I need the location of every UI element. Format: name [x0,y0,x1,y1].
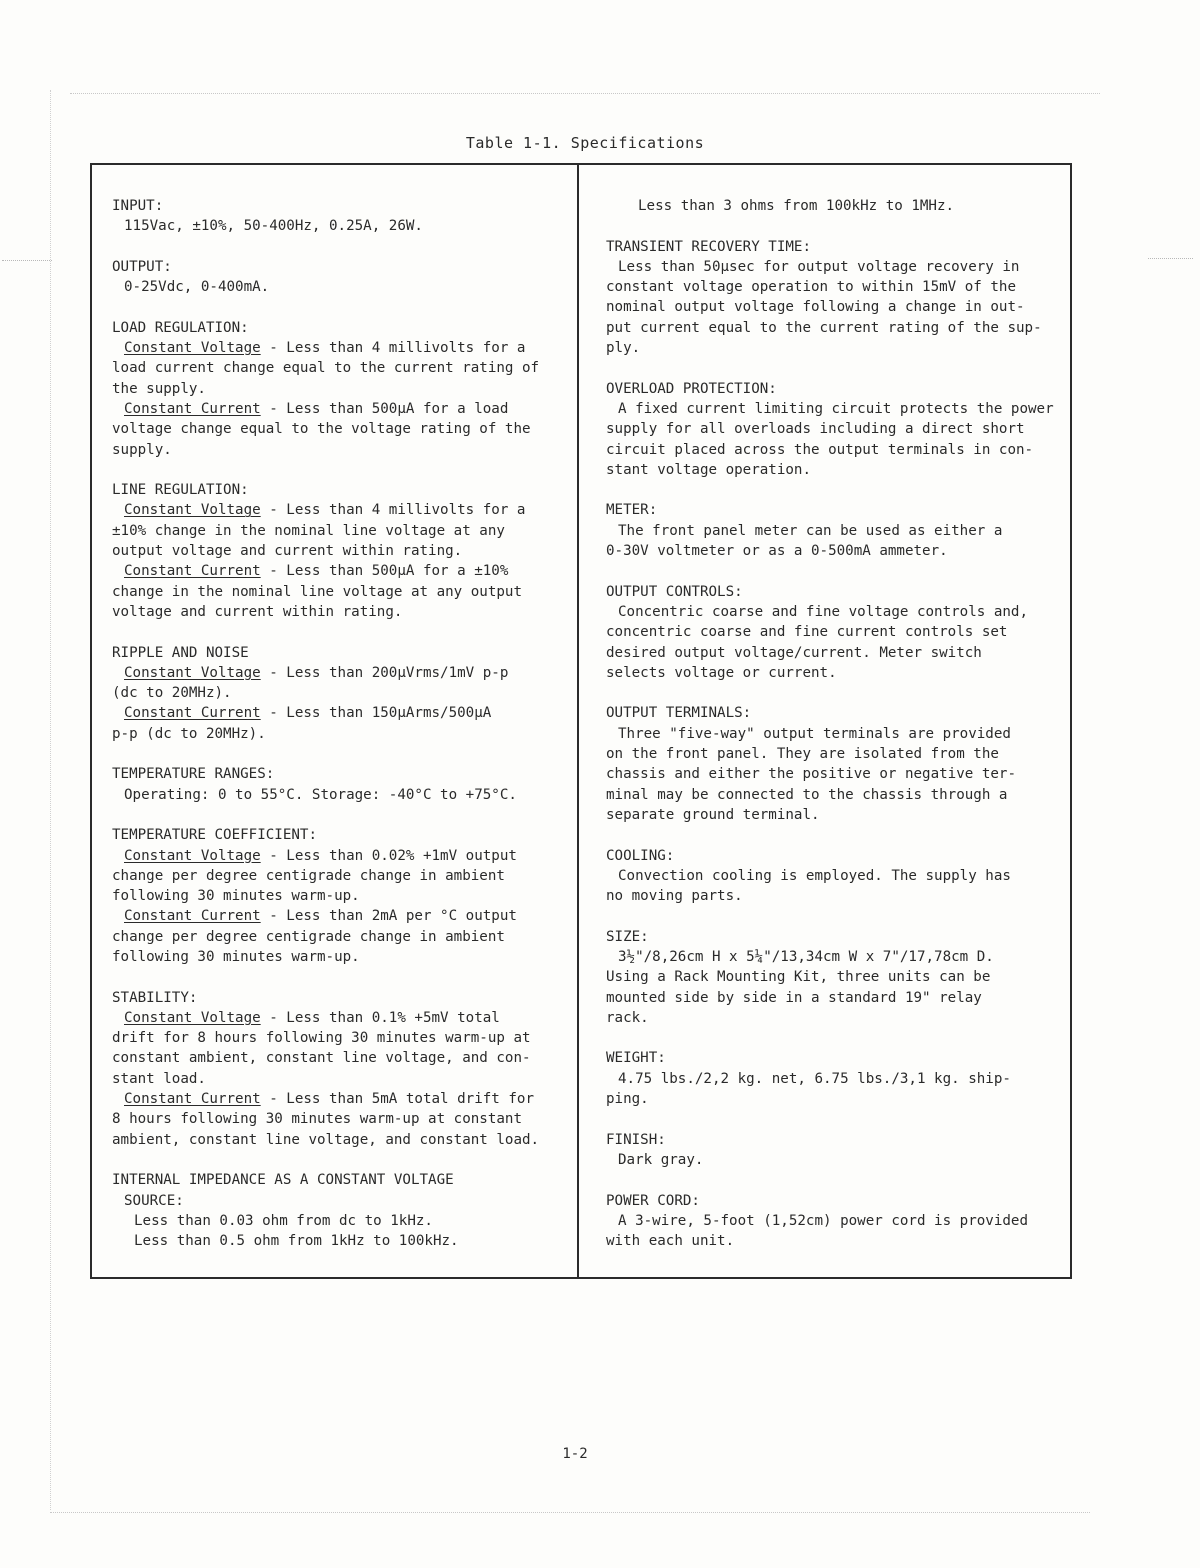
constant-current-label: Constant Current [124,1091,261,1108]
spec-text: concentric coarse and fine current controls set [606,624,1008,641]
spec-text: supply. [112,441,172,458]
spec-text: ping. [606,1091,649,1108]
spec-finish [606,1130,1062,1171]
spec-text: 3½"/8,26cm H x 5¼"/13,34cm W x 7"/17,78cm D. [618,948,994,965]
spec-text: with each unit. [606,1233,735,1250]
spec-text [112,1008,567,1028]
spec-text: chassis and either the positive or negative ter- [606,766,1016,783]
spec-text: the supply. [112,380,206,397]
table-title: Table 1-1. Specifications [465,134,705,152]
left-column [112,196,567,1272]
spec-ripple-noise [112,643,567,744]
spec-text: Less than 3 ohms from 100kHz to 1MHz. [638,198,955,214]
spec-heading: INTERNAL IMPEDANCE AS A CONSTANT VOLTAGE [112,1172,454,1189]
spec-text: change per degree centigrade change in ambient [112,928,505,945]
spec-text: nominal output voltage following a change in out- [606,299,1025,316]
spec-text: constant voltage operation to within 15mV of the [606,279,1016,296]
spec-text: stant voltage operation. [606,461,811,478]
spec-heading: LINE REGULATION: [112,482,249,499]
spec-heading: LOAD REGULATION: [112,319,249,336]
spec-text: stant load. [112,1070,206,1087]
spec-load-regulation [112,318,567,460]
spec-text: Less than 0.03 ohm from dc to 1kHz. [134,1212,433,1229]
spec-text: separate ground terminal. [606,806,820,823]
spec-heading: OUTPUT TERMINALS: [606,705,752,722]
spec-heading: RIPPLE AND NOISE [112,644,249,661]
spec-text: 0-30V voltmeter or as a 0-500mA ammeter. [606,543,948,560]
spec-text-part: - Less than 4 millivolts for a [260,340,526,357]
spec-text-part: - Less than 4 millivolts for a [260,502,526,519]
spec-text: Less than 50µsec for output voltage recovery in [618,258,1020,275]
spec-text-part: - Less than 0.1% +5mV total [260,1009,500,1026]
spec-stability [112,988,567,1150]
spec-text: following 30 minutes warm-up. [112,888,360,905]
constant-voltage-label: Constant Voltage [124,847,261,864]
spec-text [112,663,567,683]
spec-text: change per degree centigrade change in ambient [112,867,505,884]
spec-heading: TRANSIENT RECOVERY TIME: [606,238,811,255]
spec-text: A 3-wire, 5-foot (1,52cm) power cord is provided [618,1212,1028,1229]
spec-text [112,703,567,723]
spec-text: supply for all overloads including a direct short [606,421,1025,438]
spec-text-part: - Less than 500µA for a ±10% [260,563,509,580]
scan-edge-left [50,90,51,1510]
spec-text: Using a Rack Mounting Kit, three units can be [606,969,991,986]
spec-text: selects voltage or current. [606,664,837,681]
spec-text: Three "five-way" output terminals are provided [618,725,1011,742]
spec-input [112,196,567,237]
punch-mark-right [1148,258,1193,259]
spec-text: output voltage and current within rating. [112,543,463,560]
spec-text: 115Vac, ±10%, 50-400Hz, 0.25A, 26W. [124,218,423,235]
spec-text: constant ambient, constant line voltage, and con- [112,1050,531,1067]
spec-text-part: - Less than 500µA for a load [260,400,509,417]
column-divider [577,165,579,1277]
spec-text: voltage and current within rating. [112,603,403,620]
spec-text: The front panel meter can be used as either a [618,522,1003,539]
spec-text: load current change equal to the current rating of [112,360,540,377]
spec-power-cord [606,1191,1062,1252]
spec-text-part: - Less than 5mA total drift for [260,1091,535,1108]
spec-size [606,927,1062,1028]
spec-cooling [606,846,1062,907]
spec-text: ply. [606,340,641,357]
spec-text-part: - Less than 0.02% +1mV output [260,847,517,864]
spec-text [112,846,567,866]
spec-text: p-p (dc to 20MHz). [112,725,266,742]
spec-text [112,1089,567,1109]
constant-voltage-label: Constant Voltage [124,340,261,357]
spec-text: minal may be connected to the chassis through a [606,786,1008,803]
spec-text: change in the nominal line voltage at any output [112,583,522,600]
spec-heading: POWER CORD: [606,1192,700,1209]
spec-output-terminals [606,703,1062,825]
spec-text: (dc to 20MHz). [112,685,232,702]
spec-text: drift for 8 hours following 30 minutes warm-up at [112,1030,531,1047]
scan-edge-top [70,93,1100,94]
spec-heading: INPUT: [112,198,164,214]
spec-text: 4.75 lbs./2,2 kg. net, 6.75 lbs./3,1 kg. ship- [618,1070,1011,1087]
constant-current-label: Constant Current [124,705,261,722]
spec-heading: OUTPUT: [112,258,172,275]
right-column [606,196,1062,1272]
spec-text: Less than 0.5 ohm from 1kHz to 100kHz. [134,1233,459,1250]
spec-temperature-ranges [112,764,567,805]
spec-text [112,338,567,358]
spec-text: A fixed current limiting circuit protects the power [618,400,1054,417]
spec-text-part: - Less than 200µVrms/1mV p-p [260,664,509,681]
spec-heading: STABILITY: [112,989,198,1006]
constant-current-label: Constant Current [124,563,261,580]
spec-output [112,257,567,298]
spec-text: circuit placed across the output terminals in con- [606,441,1034,458]
constant-current-label: Constant Current [124,400,261,417]
spec-output-controls [606,582,1062,683]
spec-heading: OVERLOAD PROTECTION: [606,380,777,397]
spec-heading: SOURCE: [124,1192,184,1209]
spec-meter [606,500,1062,561]
spec-internal-impedance [112,1170,567,1251]
spec-heading: TEMPERATURE COEFFICIENT: [112,827,317,844]
constant-current-label: Constant Current [124,908,261,925]
spec-text: voltage change equal to the voltage rating of the [112,421,531,438]
spec-text: no moving parts. [606,888,743,905]
spec-transient-recovery [606,237,1062,359]
spec-text: on the front panel. They are isolated from the [606,746,999,763]
constant-voltage-label: Constant Voltage [124,1009,261,1026]
spec-heading: METER: [606,502,658,519]
spec-text: 0-25Vdc, 0-400mA. [124,279,270,296]
constant-voltage-label: Constant Voltage [124,664,261,681]
spec-text-part: - Less than 150µArms/500µA [260,705,492,722]
spec-text: rack. [606,1009,649,1026]
spec-text: mounted side by side in a standard 19" relay [606,989,982,1006]
spec-text: ambient, constant line voltage, and constant load. [112,1131,540,1148]
spec-heading: WEIGHT: [606,1050,666,1067]
spec-heading: SIZE: [606,928,649,945]
spec-text: Dark gray. [618,1151,704,1168]
spec-text: 8 hours following 30 minutes warm-up at constant [112,1111,522,1128]
spec-text [112,906,567,926]
spec-heading: TEMPERATURE RANGES: [112,766,275,783]
spec-overload-protection [606,379,1062,480]
spec-text-part: - Less than 2mA per °C output [260,908,517,925]
spec-text [112,500,567,520]
spec-text: put current equal to the current rating of the sup- [606,319,1042,336]
spec-text: ±10% change in the nominal line voltage at any [112,522,505,539]
spec-heading: OUTPUT CONTROLS: [606,583,743,600]
page-number: 1-2 [562,1446,588,1462]
spec-text: Operating: 0 to 55°C. Storage: -40°C to +75°C. [124,786,517,803]
spec-text [112,399,567,419]
spec-heading: COOLING: [606,847,675,864]
spec-text: desired output voltage/current. Meter switch [606,644,982,661]
spec-temperature-coefficient [112,825,567,967]
spec-line-regulation [112,480,567,622]
punch-mark-left [2,260,52,261]
spec-text [112,561,567,581]
spec-weight [606,1048,1062,1109]
spec-heading: FINISH: [606,1131,666,1148]
spec-text: following 30 minutes warm-up. [112,948,360,965]
scan-edge-bottom [50,1512,1090,1513]
spec-text: Concentric coarse and fine voltage controls and, [618,603,1028,620]
spec-text: Convection cooling is employed. The supply has [618,867,1011,884]
spec-internal-impedance-continued [606,196,1062,216]
constant-voltage-label: Constant Voltage [124,502,261,519]
